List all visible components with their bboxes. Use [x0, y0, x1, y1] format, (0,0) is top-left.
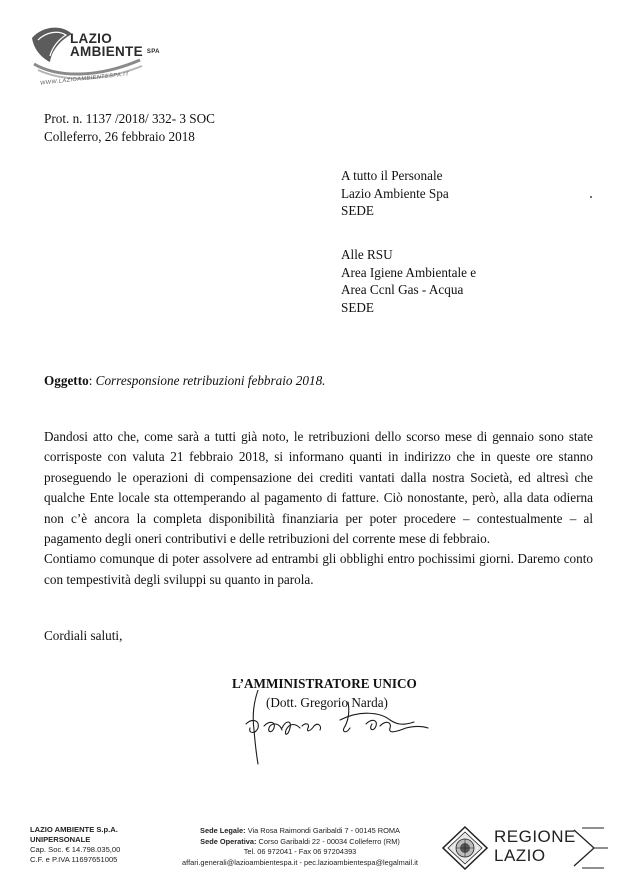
subject-line	[44, 372, 325, 390]
footer-company-info	[30, 825, 120, 865]
footer-company-name: LAZIO AMBIENTE S.p.A.	[30, 825, 118, 834]
recipient-line: SEDE	[341, 203, 374, 218]
footer-operative-address: Sede Operativa: Corso Garibaldi 22 - 00034 Colleferro (RM)	[200, 836, 400, 846]
protocol-number: Prot. n. 1137 /2018/ 332- 3 SOC	[44, 111, 215, 126]
recipient-line: Area Igiene Ambientale e	[341, 264, 477, 280]
regione-chevron-icon	[572, 826, 612, 870]
handwritten-signature	[230, 690, 430, 770]
recipient-block-rsu	[341, 246, 476, 316]
footer-emails: affari.generali@lazioambientespa.it - pec.lazioambientespa@legalmail.it	[182, 857, 418, 867]
footer-legal-address: Sede Legale: Via Rosa Raimondi Garibaldi 7 - 00145 ROMA	[200, 826, 400, 835]
scan-speck	[590, 196, 592, 198]
footer-company-type: UNIPERSONALE	[30, 835, 91, 844]
regione-lazio-logo	[442, 826, 612, 870]
logo-text-lazio: LAZIO	[70, 31, 112, 46]
subject-separator: :	[88, 373, 93, 388]
letter-header	[44, 110, 215, 145]
subject-label: Oggetto	[44, 373, 89, 388]
footer-addresses	[150, 826, 450, 868]
recipient-line: A tutto il Personale	[341, 168, 443, 183]
body-paragraph-1: Dandosi atto che, come sarà a tutti già noto, le retribuzioni dello scorso mese di gennaio sono state corrisposte con valuta 21 febbraio 2018, si informano quanti in indirizzo che in queste ore stanno proseguendo le operazioni di compensazione dei crediti vantati dalla nostra Società, ed altresì che qualche Ente locale sta ottemperando al pagamento di fatture. Ciò nonostante, però, alla data odierna non c’è ancora la completa disponibilità finanziaria per poter procedere – contestualmente – al pagamento degli oneri contributivi e delle retribuzioni del corrente mese di febbraio.	[44, 429, 593, 547]
signatory-title: L’AMMINISTRATORE UNICO	[232, 676, 417, 691]
letter-body	[44, 427, 593, 590]
recipient-line: Alle RSU	[341, 247, 393, 262]
recipient-line: Lazio Ambiente Spa	[341, 185, 449, 201]
place-date: Colleferro, 26 febbraio 2018	[44, 128, 195, 144]
company-logo	[28, 18, 158, 98]
recipient-block-staff	[341, 167, 449, 220]
closing-greeting: Cordiali saluti,	[44, 628, 123, 643]
recipient-line: Area Ccnl Gas - Acqua	[341, 282, 464, 297]
regione-text-line2: LAZIO	[494, 846, 546, 865]
logo-url: WWW.LAZIOAMBIENTESPA.IT	[39, 71, 130, 87]
regione-emblem-icon	[442, 826, 488, 870]
logo-suffix: SPA	[146, 49, 160, 56]
footer-vat: C.F. e P.IVA 11697651005	[30, 855, 118, 864]
subject-text: Corresponsione retribuzioni febbraio 2018.	[95, 373, 326, 388]
regione-text-line1: REGIONE	[494, 827, 576, 846]
footer-capital: Cap. Soc. € 14.798.035,00	[30, 845, 121, 854]
body-paragraph-2: Contiamo comunque di poter assolvere ad entrambi gli obblighi entro pochissimi giorni. Daremo conto con tempestività degli sviluppi su quanto in parola.	[44, 551, 593, 587]
recipient-line: SEDE	[341, 299, 374, 315]
logo-text-ambiente: AMBIENTE SPA	[70, 44, 160, 59]
signatory-name: (Dott. Gregorio Narda)	[266, 695, 388, 710]
footer-phone: Tel. 06 972041 - Fax 06 97204393	[243, 847, 357, 857]
